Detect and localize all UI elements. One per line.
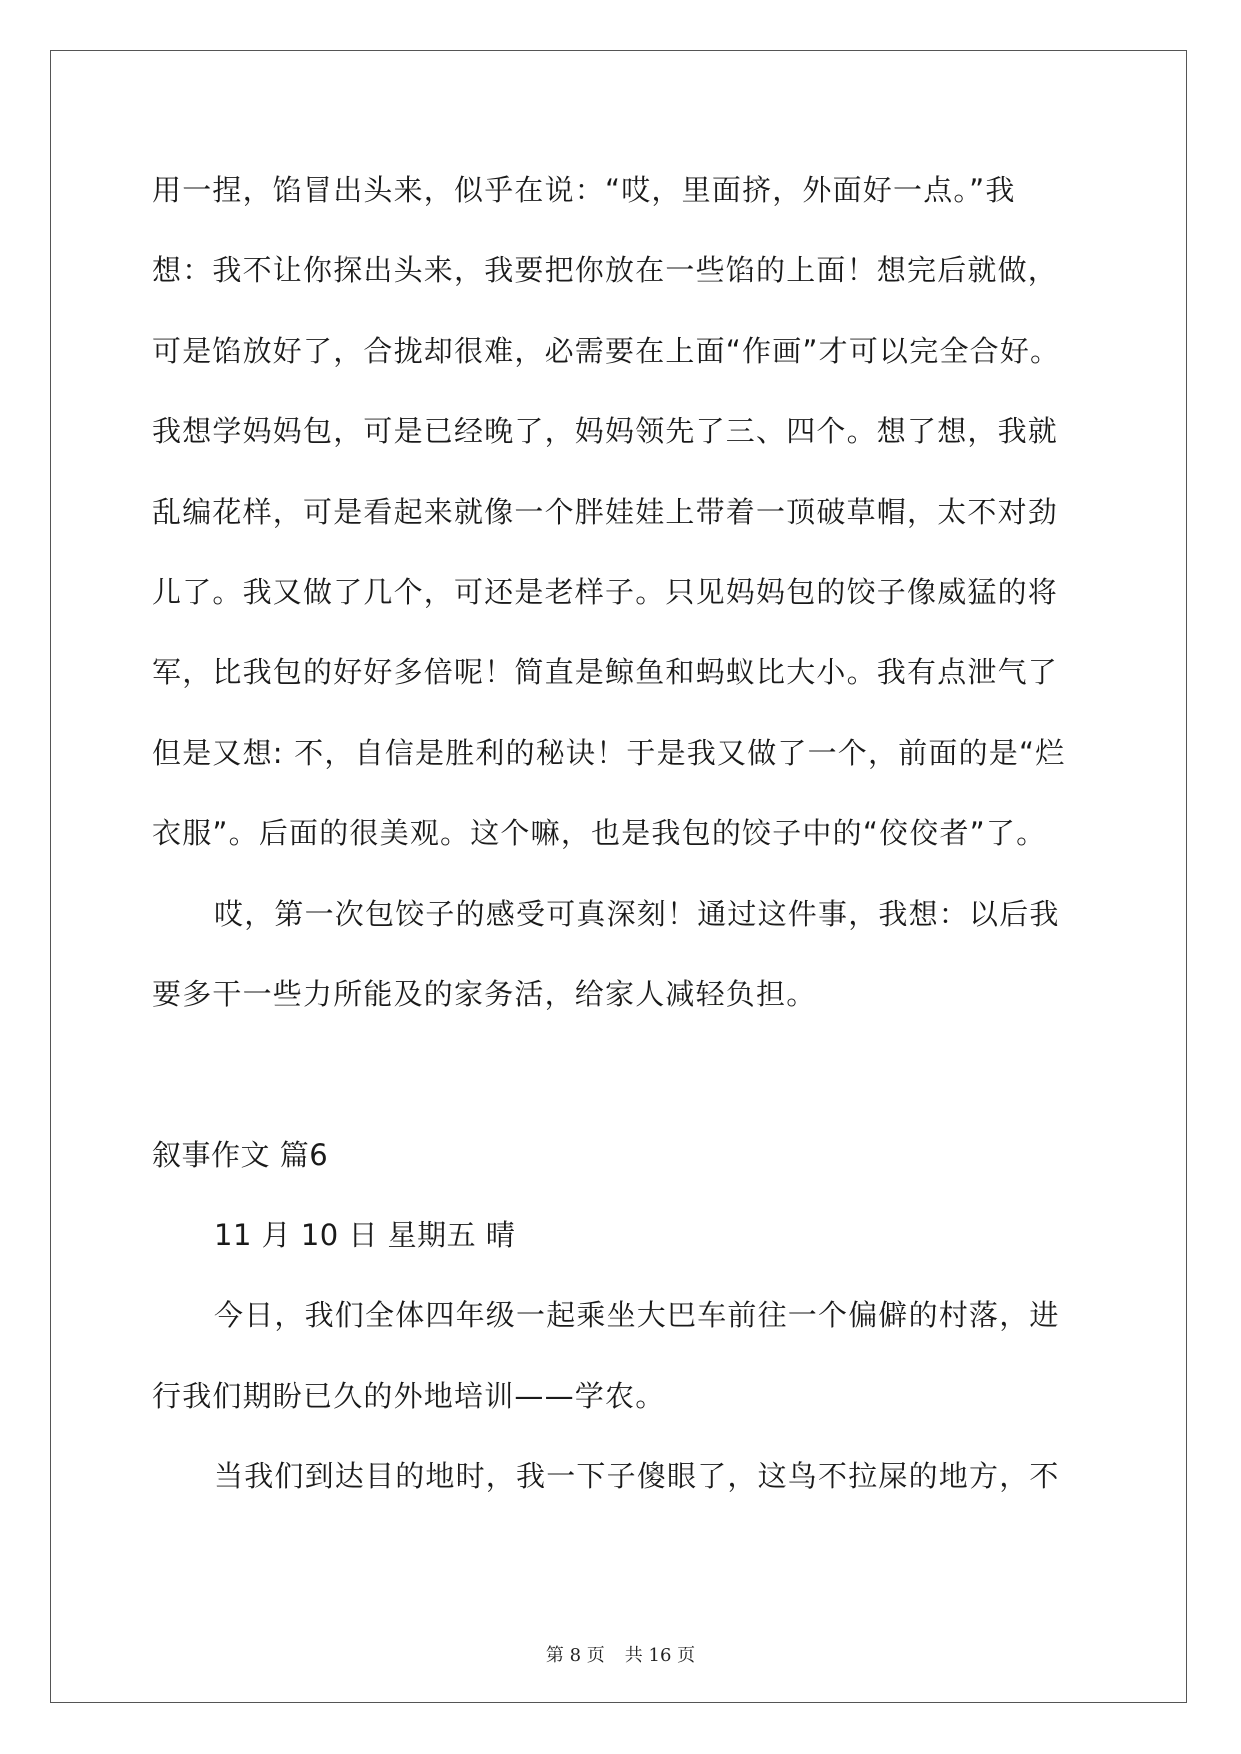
text-line: 衣服”。后面的很美观。这个嘛，也是我包的饺子中的“佼佼者”了。 [152,816,1047,850]
text-line: 想：我不让你探出头来，我要把你放在一些馅的上面！想完后就做， [152,253,1059,287]
date-line: 11 月 10 日 星期五 晴 [214,1218,516,1252]
page-number: 第 8 页 [545,1645,605,1666]
text-line: 用一捏，馅冒出头来，似乎在说：“哎，里面挤，外面好一点。”我 [152,173,1016,207]
text-line: 可是馅放好了，合拢却很难，必需要在上面“作画”才可以完全合好。 [152,334,1061,368]
text-line: 哎，第一次包饺子的感受可真深刻！通过这件事，我想：以后我 [214,897,1060,931]
text-line: 儿了。我又做了几个，可还是老样子。只见妈妈包的饺子像威猛的将 [152,575,1059,609]
page-total: 共 16 页 [624,1645,696,1666]
text-line: 军，比我包的好好多倍呢！简直是鲸鱼和蚂蚁比大小。我有点泄气了 [152,655,1059,689]
text-line: 行我们期盼已久的外地培训——学农。 [152,1379,666,1413]
text-line: 但是又想: 不，自信是胜利的秘诀！于是我又做了一个，前面的是“烂 [152,736,1066,770]
text-line: 我想学妈妈包，可是已经晚了，妈妈领先了三、四个。想了想，我就 [152,414,1059,448]
text-line: 当我们到达目的地时，我一下子傻眼了，这鸟不拉屎的地方，不 [214,1459,1060,1493]
section-title: 叙事作文 篇6 [152,1138,329,1172]
text-line: 要多干一些力所能及的家务活，给家人减轻负担。 [152,977,817,1011]
text-line: 乱编花样，可是看起来就像一个胖娃娃上带着一顶破草帽，太不对劲 [152,495,1059,529]
text-line: 今日，我们全体四年级一起乘坐大巴车前往一个偏僻的村落，进 [214,1298,1060,1332]
page-footer [0,1641,1241,1667]
